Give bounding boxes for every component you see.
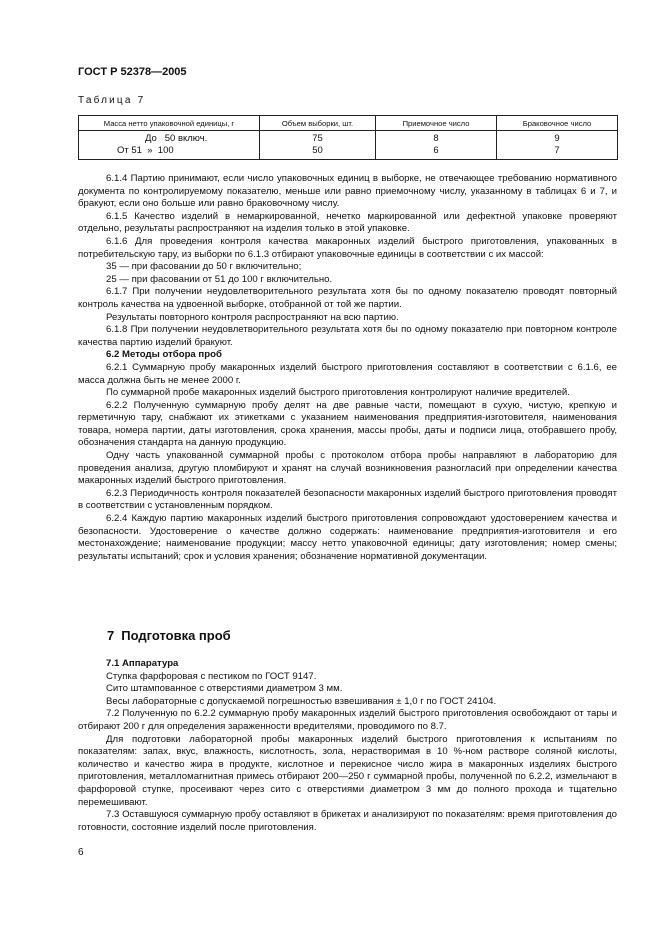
paragraph: 7.3 Оставшуюся суммарную пробу оставляют в брикетах и анализируют по показателям: время приготовления до готовности, состояние изделий после приготовления. bbox=[78, 809, 617, 833]
table-cell-text: 6 bbox=[433, 144, 439, 156]
table-cell-text: 8 bbox=[433, 133, 439, 144]
subsection-heading: 6.2 Методы отбора проб bbox=[106, 349, 222, 361]
table-cell-acceptance bbox=[376, 131, 497, 160]
paragraph: 35 — при фасовании до 50 г включительно; bbox=[106, 261, 302, 273]
paragraph: 6.1.7 При получении неудовлетворительного результата хотя бы по одному показателю проводят повторный контроль качества на удвоенной выборке, отобранной от той же партии. bbox=[78, 286, 617, 310]
table-header-cell: Масса нетто упаковочной единицы, г bbox=[79, 116, 260, 131]
paragraph: Результаты повторного контроля распространяют на всю партию. bbox=[106, 311, 399, 323]
paragraph: 6.1.6 Для проведения контроля качества макаронных изделий быстрого приготовления, упакованных в потребительскую тару, из выборки по 6.1.3 отбирают упаковочные единицы в соответствии с их массой: bbox=[78, 235, 617, 260]
table-caption: Таблица 7 bbox=[78, 95, 146, 106]
paragraph: 6.2.4 Каждую партию макаронных изделий быстрого приготовления сопровождают удостоверением качества и безопасности. Удостоверение о качестве должно содержать: наименование предприятия-изготовителя и его местонахождение; наименование продукции; массу нетто упаковочной единицы; дату изготовления; номер смены; результаты испытаний; срок и условия хранения; обозначение нормативной документации. bbox=[78, 513, 617, 562]
page-number: 6 bbox=[78, 847, 84, 858]
paragraph: 6.2.1 Суммарную пробу макаронных изделий быстрого приготовления составляют в соответствии с 6.1.6, ее масса должна быть не менее 2000 г. bbox=[78, 361, 617, 386]
section-number: 7 bbox=[107, 628, 115, 643]
table-cell-text: До 50 включ. bbox=[145, 133, 208, 144]
table-cell-text: 75 bbox=[312, 133, 323, 144]
table-header-row bbox=[79, 116, 618, 131]
table-cell-rejection bbox=[497, 131, 618, 160]
paragraph: Ступка фарфоровая с пестиком по ГОСТ 9147. bbox=[106, 670, 317, 682]
paragraph: 7.2 Полученную по 6.2.2 суммарную пробу макаронных изделий быстрого приготовления освобождают от тары и отбирают 200 г для определения зараженности вредителями, проводимого по 8.7. bbox=[78, 708, 617, 732]
paragraph: 6.2.3 Периодичность контроля показателей безопасности макаронных изделий быстрого приготовления проводят в соответствии с установленным порядком. bbox=[78, 487, 617, 512]
section-heading bbox=[107, 628, 238, 643]
paragraph: Весы лабораторные с допускаемой погрешностью взвешивания ± 1,0 г по ГОСТ 24104. bbox=[106, 695, 497, 707]
paragraph: Одну часть упакованной суммарной пробы с протоколом отбора пробы направляют в лабораторию для проведения анализа, другую пломбируют и хранят на случай возникновения разногласий при определении качества макаронных изделий быстрого приготовления. bbox=[78, 450, 617, 487]
sampling-table bbox=[78, 115, 618, 160]
paragraph: 25 — при фасовании от 51 до 100 г включительно. bbox=[106, 273, 333, 285]
subsection-heading: 7.1 Аппаратура bbox=[106, 658, 179, 669]
table-header-cell: Приемочное число bbox=[376, 116, 497, 131]
paragraph: 6.1.5 Качество изделий в немаркированной, нечетко маркированной или дефектной упаковке проверяют отдельно, результаты распространяют на изделия только в этой упаковке. bbox=[78, 210, 617, 235]
paragraph: 6.1.4 Партию принимают, если число упаковочных единиц в выборке, не отвечающее требованию нормативного документа по контролируемому показателю, меньше или равно приемочному числу, указанному в таблицах 6 и 7, и бракуют, если оно больше или равно браковочному числу. bbox=[78, 173, 617, 210]
paragraph: Сито штампованное с отверстиями диаметром 3 мм. bbox=[106, 683, 343, 695]
table-row bbox=[79, 131, 618, 160]
table-header-cell: Браковочное число bbox=[497, 116, 618, 131]
body-text bbox=[78, 173, 617, 563]
paragraph: По суммарной пробе макаронных изделий быстрого приготовления контролируют наличие вредителей. bbox=[106, 387, 570, 399]
paragraph: 6.1.8 При получении неудовлетворительного результата хотя бы по одному показателю при повторном контроле качества партию изделий бракуют. bbox=[78, 324, 617, 348]
table-header-cell: Объем выборки, шт. bbox=[260, 116, 376, 131]
table-cell-mass bbox=[79, 131, 260, 160]
table-cell-text: 50 bbox=[312, 144, 323, 156]
paragraph: Для подготовки лабораторной пробы макаронных изделий быстрого приготовления к испытаниям по показателям: запах, вкус, влажность, кислотность, зола, нерастворимая в 10 %-ном растворе соляной кислоты, количество и качество жира в продукте, кислотное и перекисное число жира в макаронных изделиях быстрого приготовления, металломагнитная примесь отбирают 200—250 г суммарной пробы, полученной по 6.2.2, измельчают в фарфоровой ступке, просеивают через сито с отверстиями диаметром 3 мм до полного прохода и тщательно перемешивают. bbox=[78, 733, 617, 808]
table-cell-text: От 51 » 100 bbox=[117, 144, 174, 156]
section-title: Подготовка проб bbox=[121, 628, 231, 643]
document-header: ГОСТ Р 52378—2005 bbox=[78, 66, 187, 78]
paragraph: 6.2.2 Полученную суммарную пробу делят на две равные части, помещают в сухую, чистую, крепкую и герметичную тару, снабжают их этикетками с указанием наименования предприятия-изготовителя, наименования товара, номера партии, даты изготовления, срока хранения, массы пробы, даты и подписи лица, отобравшего пробу, обозначения стандарта на данную продукцию. bbox=[78, 399, 617, 449]
table-cell-text: 9 bbox=[554, 133, 560, 144]
body-text-section-7 bbox=[78, 658, 617, 834]
table-cell-sample-size bbox=[260, 131, 376, 160]
table-cell-text: 7 bbox=[554, 144, 560, 156]
